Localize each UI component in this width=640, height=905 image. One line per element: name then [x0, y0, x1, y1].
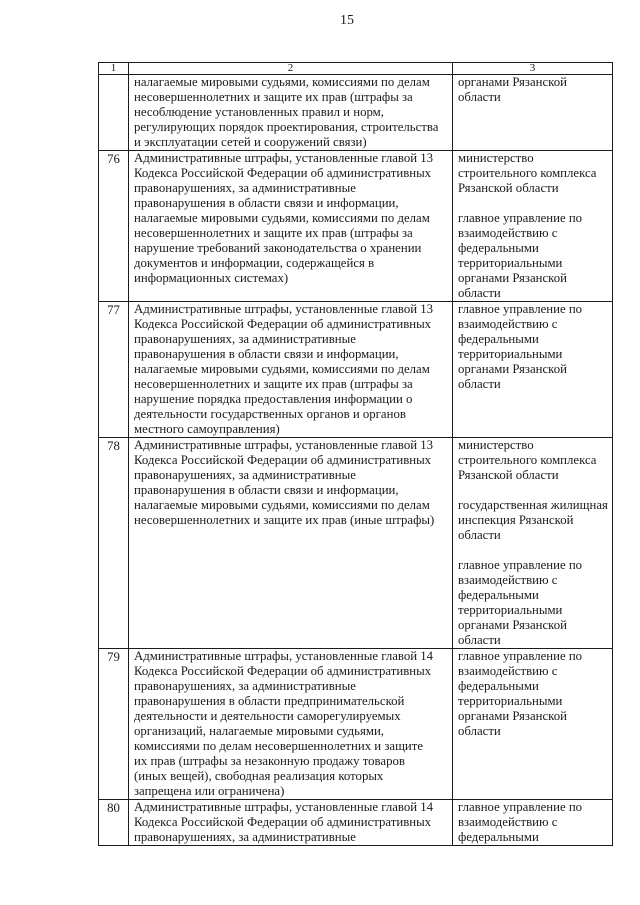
description-line: и эксплуатации сетей и сооружений связи) [134, 135, 367, 149]
table-row [99, 649, 613, 800]
table-body [99, 75, 613, 846]
administrator-line: органами Рязанской [458, 271, 567, 285]
description-line: Кодекса Российской Федерации об административных [134, 317, 432, 331]
description-line: Административные штрафы, установленные главой 14 [134, 800, 434, 814]
description-line: информационных системах) [134, 271, 289, 285]
description-line: нарушение требований законодательства о хранении [134, 241, 422, 255]
description-line: организаций, налагаемые мировыми судьями, [134, 724, 385, 738]
revenue-description-cell [129, 438, 453, 649]
revenue-description-cell [129, 649, 453, 800]
administrator-line [458, 483, 610, 498]
row-number: 78 [99, 438, 129, 649]
document-table [98, 62, 613, 846]
description-line: налагаемые мировыми судьями, комиссиями по делам [134, 75, 430, 89]
description-line: правонарушениях, за административные [134, 468, 356, 482]
row-number [99, 75, 129, 151]
administrator-cell [453, 649, 613, 800]
description-line: правонарушения в области предпринимательской [134, 694, 405, 708]
administrator-line: главное управление по [458, 800, 583, 814]
header-col-3: 3 [453, 63, 613, 75]
administrator-line: области [458, 724, 501, 738]
description-line: Кодекса Российской Федерации об административных [134, 166, 432, 180]
administrator-line: органами Рязанской [458, 618, 567, 632]
description-line: Кодекса Российской Федерации об административных [134, 815, 432, 829]
revenue-description-cell [129, 75, 453, 151]
description-line: Административные штрафы, установленные главой 13 [134, 438, 434, 452]
administrator-line: органами Рязанской [458, 709, 567, 723]
administrator-line: главное управление по [458, 302, 583, 316]
administrator-line: взаимодействию с [458, 664, 558, 678]
administrator-cell [453, 302, 613, 438]
row-number: 77 [99, 302, 129, 438]
administrator-line: федеральными [458, 588, 539, 602]
revenue-description-cell [129, 800, 453, 846]
administrator-line [458, 543, 610, 558]
administrator-line: области [458, 633, 501, 647]
administrator-line: строительного комплекса [458, 166, 597, 180]
description-line: правонарушениях, за административные [134, 332, 356, 346]
administrator-cell [453, 438, 613, 649]
administrator-line: главное управление по [458, 558, 583, 572]
table-header [99, 63, 613, 75]
page-number: 15 [340, 13, 354, 28]
administrator-line: взаимодействию с [458, 226, 558, 240]
administrator-line: территориальными [458, 694, 563, 708]
description-line: Административные штрафы, установленные главой 14 [134, 649, 434, 663]
administrator-cell [453, 800, 613, 846]
description-line: несовершеннолетних и защите их прав (штрафы за [134, 377, 413, 391]
description-line: налагаемые мировыми судьями, комиссиями по делам [134, 211, 430, 225]
description-line: правонарушениях, за административные [134, 830, 356, 844]
description-line: местного самоуправления) [134, 422, 280, 436]
administrator-line: взаимодействию с [458, 573, 558, 587]
table-row [99, 302, 613, 438]
administrator-cell [453, 75, 613, 151]
revenue-description-cell [129, 302, 453, 438]
administrator-line: министерство [458, 151, 534, 165]
description-line: правонарушения в области связи и информации, [134, 347, 399, 361]
description-line: деятельности и деятельности саморегулируемых [134, 709, 401, 723]
description-line: Административные штрафы, установленные главой 13 [134, 302, 434, 316]
description-line: Кодекса Российской Федерации об административных [134, 664, 432, 678]
administrator-line: взаимодействию с [458, 815, 558, 829]
administrator-line: органами Рязанской [458, 75, 567, 89]
description-line: правонарушениях, за административные [134, 679, 356, 693]
description-line: правонарушения в области связи и информации, [134, 196, 399, 210]
administrator-line: главное управление по [458, 649, 583, 663]
description-line: деятельности государственных органов и органов [134, 407, 406, 421]
administrator-line: главное управление по [458, 211, 583, 225]
description-line: несоблюдение установленных правил и норм, [134, 105, 384, 119]
row-number: 79 [99, 649, 129, 800]
administrator-line: территориальными [458, 256, 563, 270]
administrator-line: министерство [458, 438, 534, 452]
description-line: несовершеннолетних и защите их прав (штрафы за [134, 226, 413, 240]
description-line: нарушение порядка предоставления информации о [134, 392, 413, 406]
description-line: правонарушения в области связи и информации, [134, 483, 399, 497]
administrator-line: инспекция Рязанской [458, 513, 574, 527]
administrator-line: органами Рязанской [458, 362, 567, 376]
administrator-cell [453, 151, 613, 302]
description-line: несовершеннолетних и защите их прав (штрафы за [134, 90, 413, 104]
administrator-line: взаимодействию с [458, 317, 558, 331]
administrator-line: области [458, 286, 501, 300]
table-row [99, 75, 613, 151]
revenue-description-cell [129, 151, 453, 302]
description-line: правонарушениях, за административные [134, 181, 356, 195]
administrator-line: области [458, 90, 501, 104]
header-col-2: 2 [129, 63, 453, 75]
description-line: налагаемые мировыми судьями, комиссиями по делам [134, 362, 430, 376]
administrator-line: строительного комплекса [458, 453, 597, 467]
administrator-line [458, 196, 610, 211]
description-line: Административные штрафы, установленные главой 13 [134, 151, 434, 165]
description-line: (иных вещей), свободная реализация которых [134, 769, 384, 783]
row-number: 76 [99, 151, 129, 302]
table-row [99, 151, 613, 302]
administrator-line: федеральными [458, 241, 539, 255]
administrator-line: области [458, 377, 501, 391]
administrator-line: Рязанской области [458, 468, 559, 482]
description-line: комиссиями по делам несовершеннолетних и защите [134, 739, 424, 753]
description-line: регулирующих порядок проектирования, строительства [134, 120, 439, 134]
row-number: 80 [99, 800, 129, 846]
administrator-line: федеральными [458, 332, 539, 346]
table-header-row [99, 63, 613, 75]
description-line: запрещена или ограничена) [134, 784, 285, 798]
administrator-line: Рязанской области [458, 181, 559, 195]
administrator-line: территориальными [458, 603, 563, 617]
administrator-line: федеральными [458, 830, 539, 844]
administrator-line: области [458, 528, 501, 542]
description-line: документов и информации, содержащейся в [134, 256, 375, 270]
administrator-line: территориальными [458, 347, 563, 361]
administrator-line: государственная жилищная [458, 498, 608, 512]
table-row [99, 800, 613, 846]
description-line: их прав (штрафы за незаконную продажу товаров [134, 754, 405, 768]
description-line: Кодекса Российской Федерации об административных [134, 453, 432, 467]
table-row [99, 438, 613, 649]
description-line: налагаемые мировыми судьями, комиссиями по делам [134, 498, 430, 512]
description-line: несовершеннолетних и защите их прав (иные штрафы) [134, 513, 435, 527]
administrator-line: федеральными [458, 679, 539, 693]
header-col-1: 1 [99, 63, 129, 75]
